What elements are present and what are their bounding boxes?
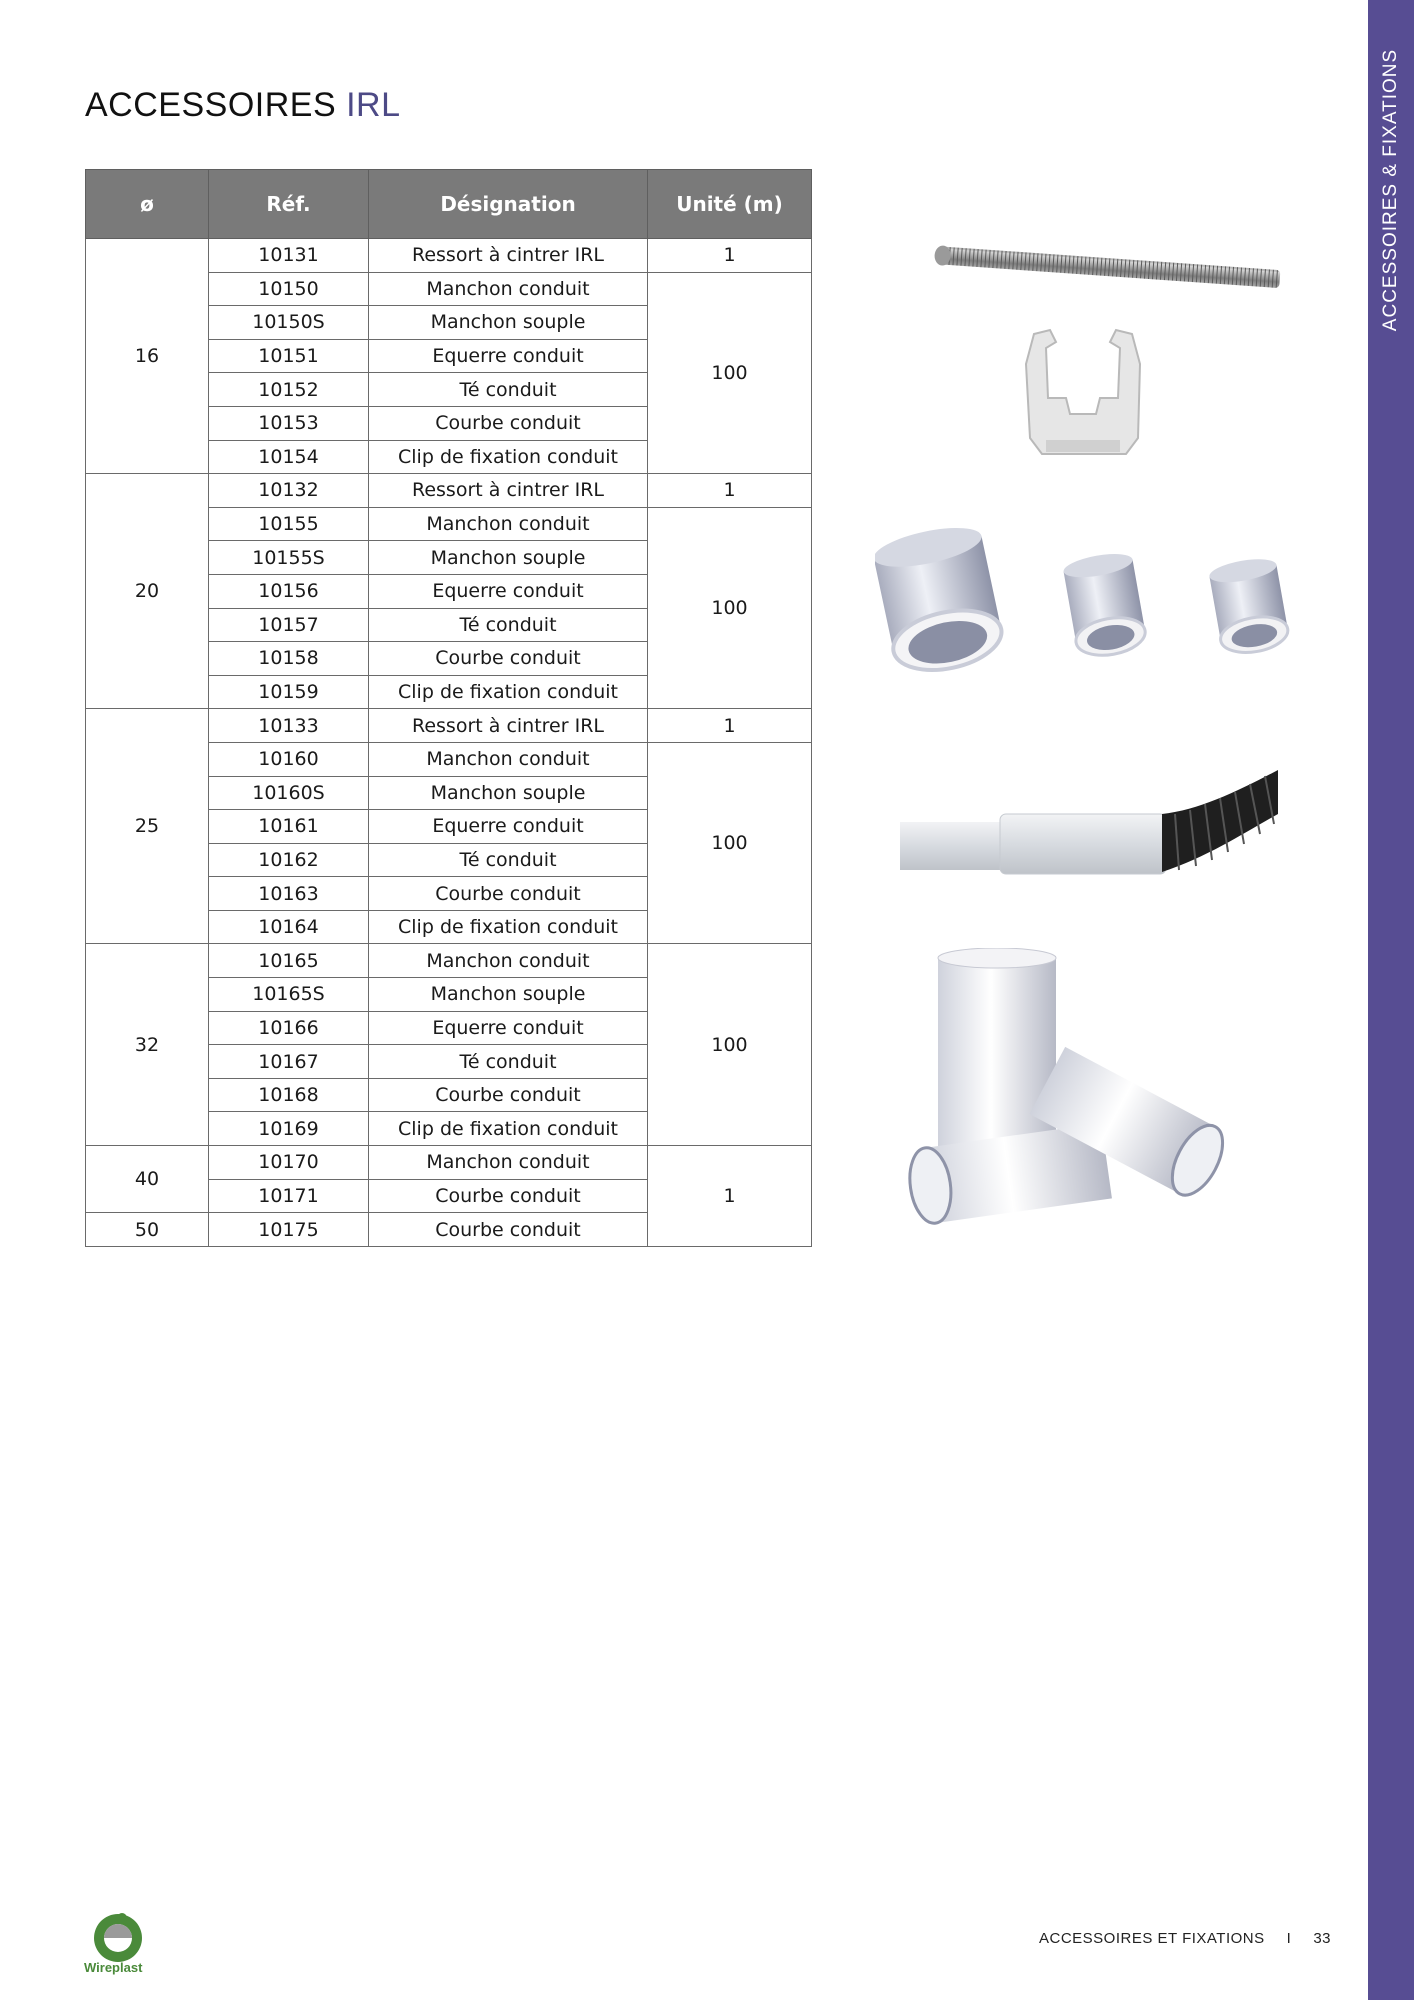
unit-cell: 1 xyxy=(648,709,812,743)
designation-cell: Clip de fixation conduit xyxy=(369,1112,648,1146)
unit-cell: 1 xyxy=(648,474,812,508)
ref-cell: 10164 xyxy=(209,910,369,944)
designation-cell: Ressort à cintrer IRL xyxy=(369,709,648,743)
diameter-cell: 16 xyxy=(86,239,209,474)
footer-separator: I xyxy=(1286,1930,1292,1947)
designation-cell: Manchon souple xyxy=(369,541,648,575)
table-row xyxy=(86,239,812,273)
side-tab-label: ACCESSOIRES & FIXATIONS xyxy=(1380,48,1401,332)
header-designation: Désignation xyxy=(369,170,648,239)
header-ref: Réf. xyxy=(209,170,369,239)
unit-cell: 100 xyxy=(648,507,812,709)
designation-cell: Equerre conduit xyxy=(369,574,648,608)
header-diameter: ø xyxy=(86,170,209,239)
ref-cell: 10156 xyxy=(209,574,369,608)
designation-cell: Courbe conduit xyxy=(369,877,648,911)
designation-cell: Equerre conduit xyxy=(369,810,648,844)
ref-cell: 10153 xyxy=(209,406,369,440)
ref-cell: 10170 xyxy=(209,1146,369,1180)
designation-cell: Manchon conduit xyxy=(369,1146,648,1180)
ref-cell: 10160S xyxy=(209,776,369,810)
title-main: ACCESSOIRES xyxy=(85,86,337,124)
logo-text: Wireplast xyxy=(84,1960,143,1975)
diameter-cell: 25 xyxy=(86,709,209,944)
ref-cell: 10154 xyxy=(209,440,369,474)
bending-spring-image xyxy=(930,240,1282,306)
designation-cell: Ressort à cintrer IRL xyxy=(369,474,648,508)
designation-cell: Manchon souple xyxy=(369,978,648,1012)
designation-cell: Té conduit xyxy=(369,843,648,877)
flexible-sleeve-image xyxy=(900,770,1278,885)
designation-cell: Courbe conduit xyxy=(369,1213,648,1247)
designation-cell: Té conduit xyxy=(369,608,648,642)
designation-cell: Manchon conduit xyxy=(369,272,648,306)
designation-cell: Clip de fixation conduit xyxy=(369,910,648,944)
page-number: 33 xyxy=(1313,1930,1331,1947)
designation-cell: Clip de fixation conduit xyxy=(369,675,648,709)
designation-cell: Manchon souple xyxy=(369,776,648,810)
table-row xyxy=(86,944,812,978)
header-unit: Unité (m) xyxy=(648,170,812,239)
ref-cell: 10161 xyxy=(209,810,369,844)
ref-cell: 10152 xyxy=(209,373,369,407)
ref-cell: 10157 xyxy=(209,608,369,642)
ref-cell: 10175 xyxy=(209,1213,369,1247)
unit-cell: 100 xyxy=(648,272,812,474)
designation-cell: Manchon conduit xyxy=(369,742,648,776)
ref-cell: 10133 xyxy=(209,709,369,743)
diameter-cell: 40 xyxy=(86,1146,209,1213)
ref-cell: 10150 xyxy=(209,272,369,306)
ref-cell: 10132 xyxy=(209,474,369,508)
ref-cell: 10150S xyxy=(209,306,369,340)
designation-cell: Ressort à cintrer IRL xyxy=(369,239,648,273)
title-accent: IRL xyxy=(346,86,401,124)
designation-cell: Courbe conduit xyxy=(369,406,648,440)
ref-cell: 10169 xyxy=(209,1112,369,1146)
designation-cell: Equerre conduit xyxy=(369,1011,648,1045)
ref-cell: 10159 xyxy=(209,675,369,709)
table-row xyxy=(86,1146,812,1180)
ref-cell: 10163 xyxy=(209,877,369,911)
product-table xyxy=(85,169,812,1247)
designation-cell: Té conduit xyxy=(369,1045,648,1079)
designation-cell: Courbe conduit xyxy=(369,642,648,676)
ref-cell: 10131 xyxy=(209,239,369,273)
diameter-cell: 20 xyxy=(86,474,209,709)
ref-cell: 10155S xyxy=(209,541,369,575)
designation-cell: Manchon conduit xyxy=(369,944,648,978)
sleeve-couplings-image xyxy=(875,525,1305,680)
ref-cell: 10171 xyxy=(209,1179,369,1213)
page-title xyxy=(85,86,401,125)
designation-cell: Manchon conduit xyxy=(369,507,648,541)
designation-cell: Courbe conduit xyxy=(369,1078,648,1112)
ref-cell: 10166 xyxy=(209,1011,369,1045)
ref-cell: 10165S xyxy=(209,978,369,1012)
tee-fitting-image xyxy=(908,948,1228,1230)
table-header-row xyxy=(86,170,812,239)
diameter-cell: 32 xyxy=(86,944,209,1146)
footer-section: ACCESSOIRES ET FIXATIONS xyxy=(1038,1930,1265,1947)
ref-cell: 10168 xyxy=(209,1078,369,1112)
unit-cell: 1 xyxy=(648,1146,812,1247)
designation-cell: Courbe conduit xyxy=(369,1179,648,1213)
ref-cell: 10167 xyxy=(209,1045,369,1079)
ref-cell: 10162 xyxy=(209,843,369,877)
designation-cell: Manchon souple xyxy=(369,306,648,340)
ref-cell: 10160 xyxy=(209,742,369,776)
ref-cell: 10155 xyxy=(209,507,369,541)
designation-cell: Equerre conduit xyxy=(369,339,648,373)
unit-cell: 1 xyxy=(648,239,812,273)
ref-cell: 10165 xyxy=(209,944,369,978)
ref-cell: 10151 xyxy=(209,339,369,373)
designation-cell: Té conduit xyxy=(369,373,648,407)
table-row xyxy=(86,709,812,743)
ref-cell: 10158 xyxy=(209,642,369,676)
unit-cell: 100 xyxy=(648,742,812,944)
conduit-clip-image xyxy=(1020,328,1146,458)
page-footer xyxy=(1039,1930,1331,1947)
table-row xyxy=(86,474,812,508)
designation-cell: Clip de fixation conduit xyxy=(369,440,648,474)
unit-cell: 100 xyxy=(648,944,812,1146)
diameter-cell: 50 xyxy=(86,1213,209,1247)
